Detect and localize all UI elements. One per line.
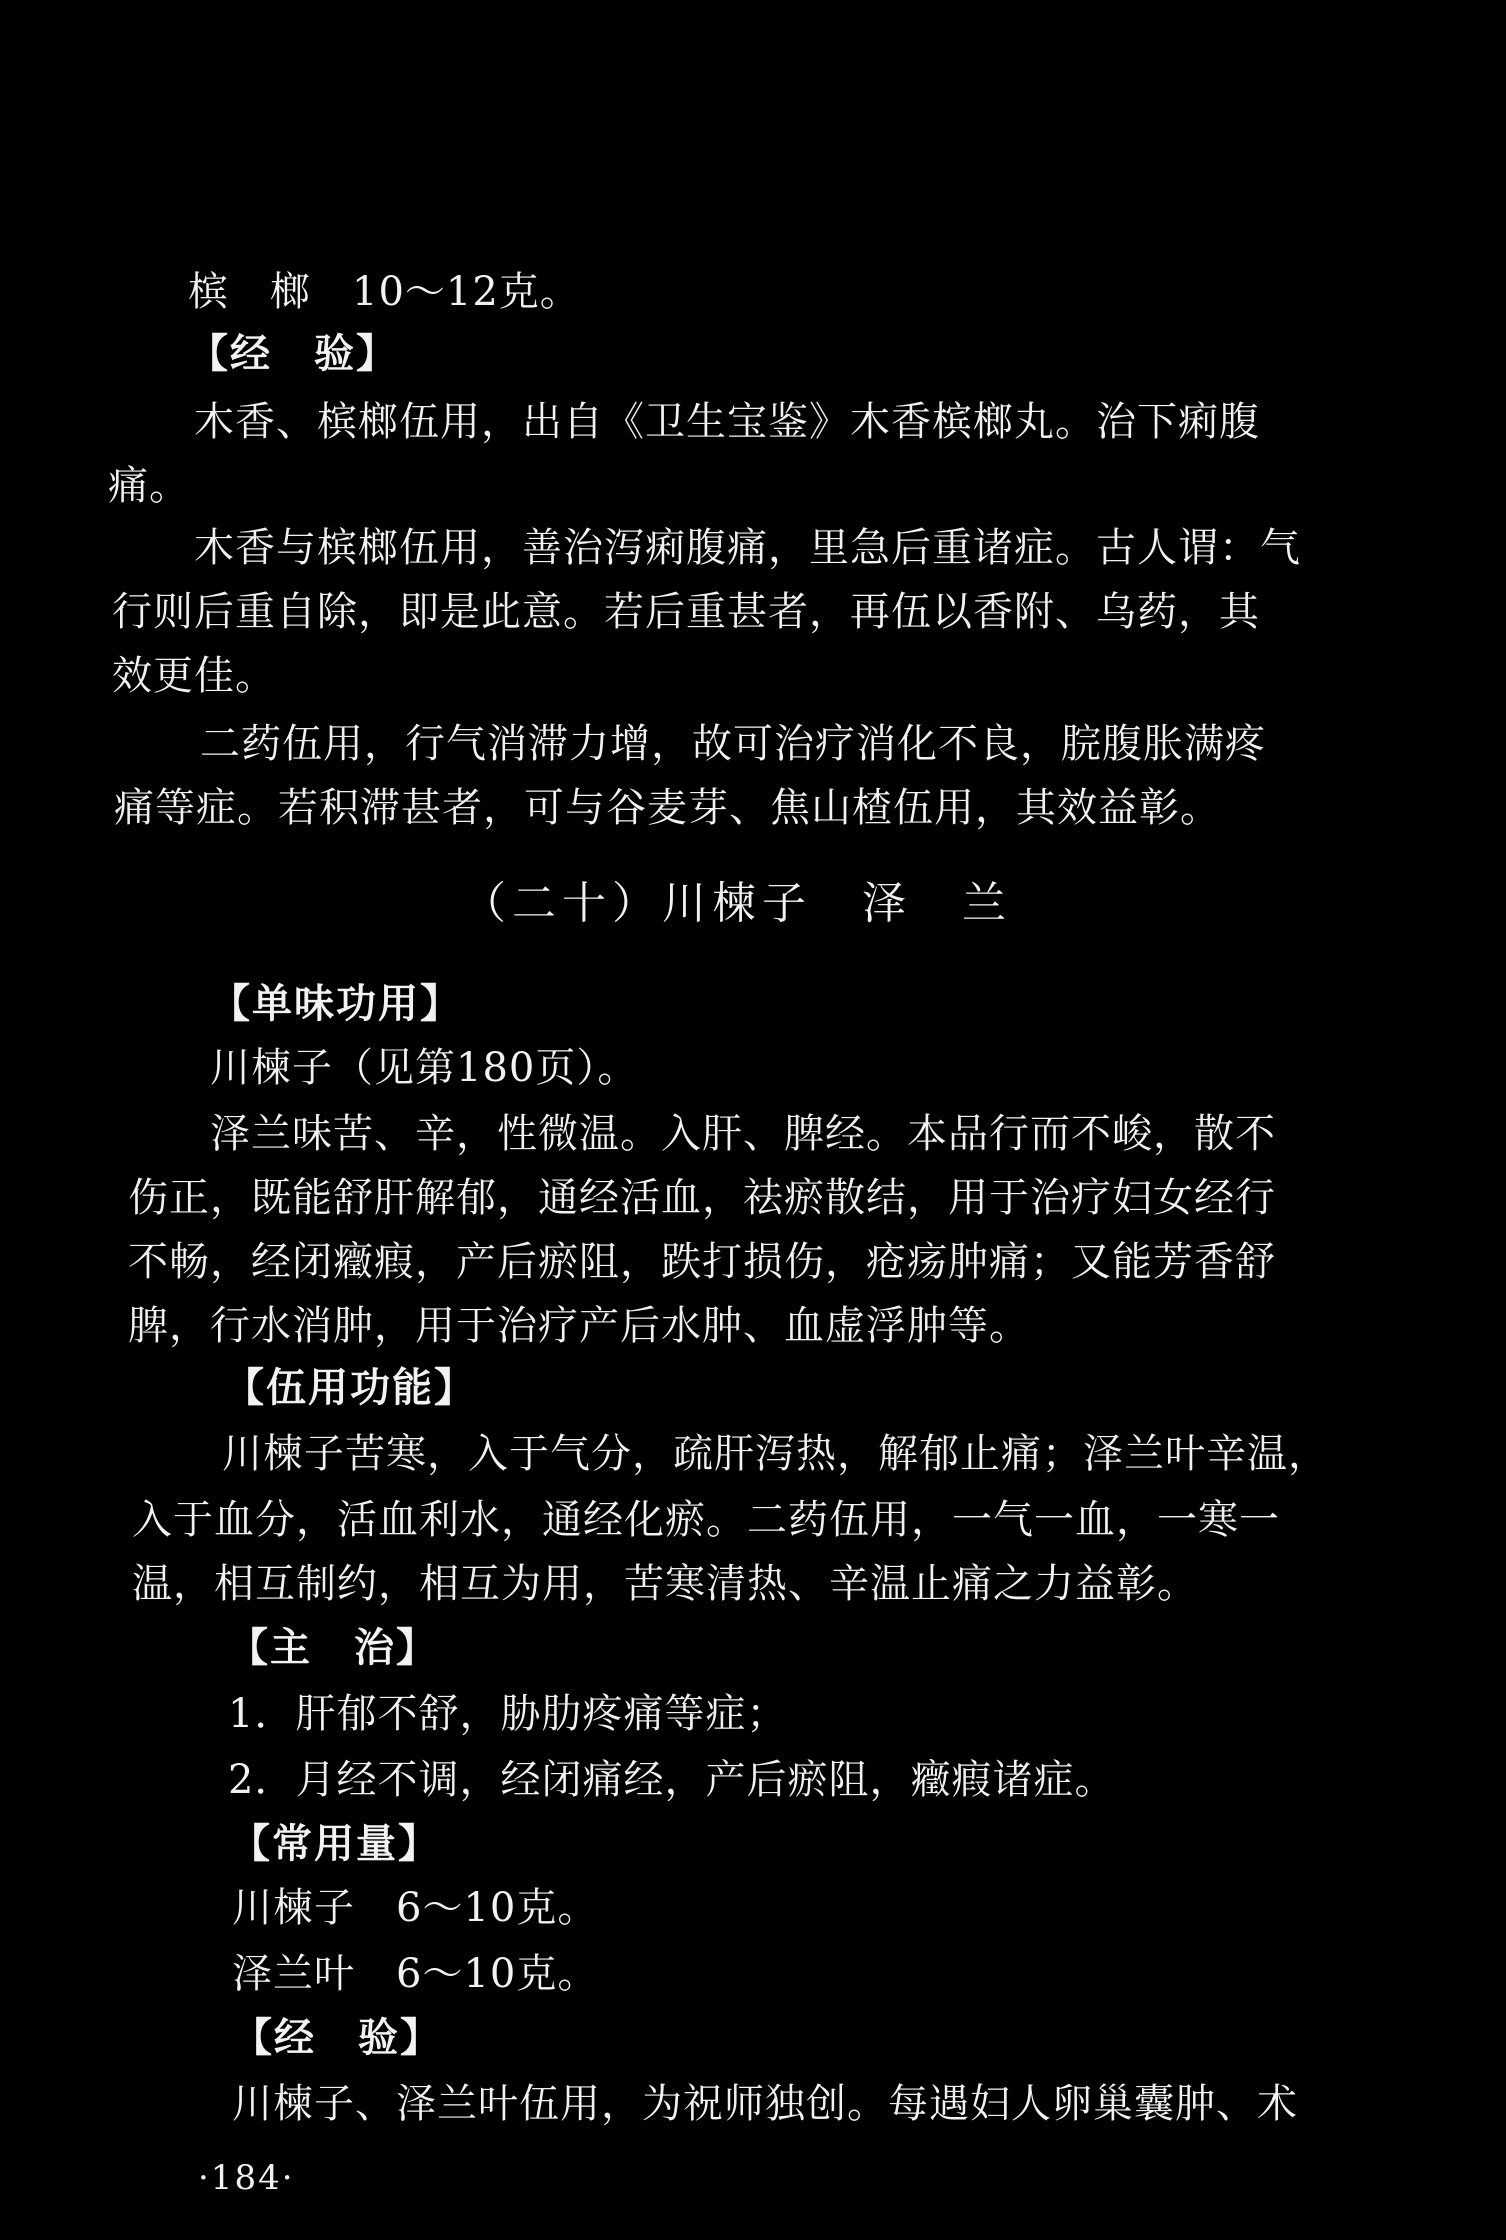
paragraph-line: 木香与槟榔伍用，善治泻痢腹痛，里急后重诸症。古人谓：气 bbox=[194, 525, 1301, 571]
paragraph-line: 川楝子（见第180页）。 bbox=[210, 1045, 639, 1091]
indication-item: 2．月经不调，经闭痛经，产后瘀阻，癥瘕诸症。 bbox=[228, 1757, 1116, 1803]
heading-combined-function: 【伍用功能】 bbox=[224, 1364, 476, 1411]
indication-item: 1．肝郁不舒，胁肋疼痛等症； bbox=[228, 1691, 788, 1737]
heading-experience: 【经 验】 bbox=[232, 2014, 442, 2061]
heading-dosage: 【常用量】 bbox=[230, 1820, 440, 1867]
heading-indications: 【主 治】 bbox=[228, 1624, 438, 1671]
page-number: ·184· bbox=[198, 2158, 295, 2198]
paragraph-line: 痛等症。若积滞甚者，可与谷麦芽、焦山楂伍用，其效益彰。 bbox=[114, 785, 1221, 831]
dosage-line-binglang: 槟 榔 10～12克。 bbox=[188, 269, 581, 315]
paragraph-line: 不畅，经闭癥瘕，产后瘀阻，跌打损伤，疮疡肿痛；又能芳香舒 bbox=[128, 1239, 1276, 1285]
paragraph-line: 木香、槟榔伍用，出自《卫生宝鉴》木香槟榔丸。治下痢腹 bbox=[194, 399, 1260, 445]
paragraph-line: 二药伍用，行气消滞力增，故可治疗消化不良，脘腹胀满疼 bbox=[200, 721, 1266, 767]
paragraph-line: 泽兰味苦、辛，性微温。入肝、脾经。本品行而不峻，散不 bbox=[210, 1111, 1276, 1157]
paragraph-line: 伤正，既能舒肝解郁，通经活血，祛瘀散结，用于治疗妇女经行 bbox=[128, 1175, 1276, 1221]
heading-single-function: 【单味功用】 bbox=[210, 980, 462, 1027]
dosage-line: 泽兰叶 6～10克。 bbox=[232, 1951, 599, 1997]
dosage-line: 川楝子 6～10克。 bbox=[232, 1885, 599, 1931]
paragraph-line: 效更佳。 bbox=[112, 653, 276, 699]
paragraph-line: 入于血分，活血利水，通经化瘀。二药伍用，一气一血，一寒一 bbox=[132, 1497, 1280, 1543]
paragraph-line: 脾，行水消肿，用于治疗产后水肿、血虚浮肿等。 bbox=[128, 1303, 1030, 1349]
paragraph-line: 痛。 bbox=[108, 463, 190, 509]
heading-experience: 【经 验】 bbox=[188, 330, 398, 377]
paragraph-line: 川楝子、泽兰叶伍用，为祝师独创。每遇妇人卵巢囊肿、术 bbox=[232, 2081, 1298, 2127]
paragraph-line: 川楝子苦寒，入于气分，疏肝泻热，解郁止痛；泽兰叶辛温， bbox=[222, 1431, 1329, 1477]
paragraph-line: 行则后重自除，即是此意。若后重甚者，再伍以香附、乌药，其 bbox=[112, 589, 1260, 635]
section-title: （二十）川楝子 泽 兰 bbox=[462, 878, 1012, 929]
paragraph-line: 温，相互制约，相互为用，苦寒清热、辛温止痛之力益彰。 bbox=[132, 1561, 1198, 1607]
